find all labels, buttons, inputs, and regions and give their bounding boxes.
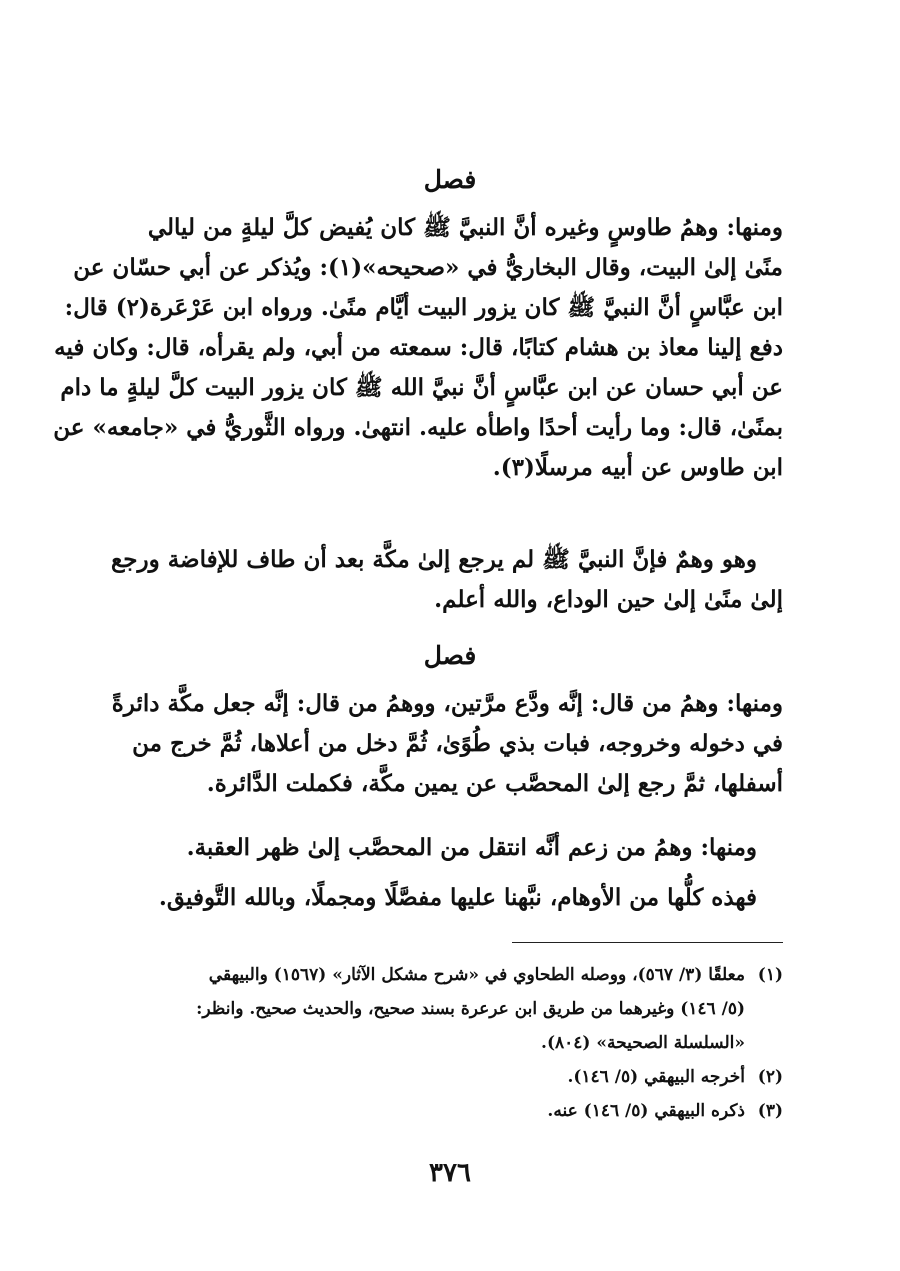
paragraph-line: إلىٰ منًىٰ إلىٰ حين الوداع، والله أعلم. bbox=[434, 586, 783, 613]
paragraph-line: دفع إلينا معاذ بن هشام كتابًا، قال: سمعته من أبي، ولم يقرأه، قال: وكان فيه bbox=[54, 334, 783, 361]
footnotes bbox=[118, 958, 783, 1128]
paragraph-line: ومنها: وهمُ من قال: إنَّه ودَّع مرَّتين، ووهمُ من قال: إنَّه جعل مكَّة دائرةً bbox=[111, 690, 783, 717]
paragraph-line: بمنًىٰ، قال: وما رأيت أحدًا واطأه عليه. انتهىٰ. ورواه الثَّوريُّ في «جامعه» عن bbox=[53, 414, 783, 441]
paragraph-4 bbox=[118, 828, 783, 868]
footnote-number: (١) bbox=[757, 965, 783, 985]
paragraph-line: في دخوله وخروجه، فبات بذي طُوًىٰ، ثُمَّ دخل من أعلاها، ثُمَّ خرج من bbox=[132, 730, 783, 757]
footnote-1-continuation: (٥/ ١٤٦) وغيرهما من طريق ابن عرعرة بسند صحيح، والحديث صحيح. وانظر: bbox=[196, 999, 745, 1019]
section-heading-2: فصل bbox=[423, 641, 477, 670]
paragraph-line: ومنها: وهمُ طاوسٍ وغيره أنَّ النبيَّ ﷺ كان يُفيض كلَّ ليلةٍ من ليالي bbox=[147, 214, 783, 241]
footnote-1-continuation: «السلسلة الصحيحة» (٨٠٤). bbox=[541, 1033, 745, 1053]
footnote-number: (٣) bbox=[757, 1101, 783, 1121]
paragraph-line: ابن طاوس عن أبيه مرسلًا(٣). bbox=[492, 454, 783, 481]
paragraph-line: منًىٰ إلىٰ البيت، وقال البخاريُّ في «صحيحه»(١): ويُذكر عن أبي حسّان عن bbox=[73, 254, 783, 281]
footnote-text: معلقًا (٣/ ٥٦٧)، ووصله الطحاوي في «شرح مشكل الآثار» (١٥٦٧) والبيهقي bbox=[208, 965, 745, 985]
footnote-text: أخرجه البيهقي (٥/ ١٤٦). bbox=[567, 1067, 745, 1087]
paragraph-line: أسفلها، ثمَّ رجع إلىٰ المحصَّب عن يمين مكَّة، فكملت الدَّائرة. bbox=[206, 770, 783, 797]
paragraph-line: ومنها: وهمُ من زعم أنَّه انتقل من المحصَّب إلىٰ ظهر العقبة. bbox=[186, 834, 757, 861]
paragraph-2 bbox=[111, 540, 783, 620]
paragraph-line: وهو وهمٌ فإنَّ النبيَّ ﷺ لم يرجع إلىٰ مكَّة بعد أن طاف للإفاضة ورجع bbox=[111, 546, 757, 573]
paragraph-line: فهذه كلُّها من الأوهام، نبَّهنا عليها مفصَّلًا ومجملًا، وبالله التَّوفيق. bbox=[158, 884, 757, 911]
paragraph-line: عن أبي حسان عن ابن عبَّاسٍ أنَّ نبيَّ الله ﷺ كان يزور البيت كلَّ ليلةٍ ما دام bbox=[60, 374, 783, 401]
section-heading-1: فصل bbox=[423, 165, 477, 194]
paragraph-1 bbox=[53, 208, 783, 488]
footnote-number: (٢) bbox=[757, 1067, 783, 1087]
footnote-text: ذكره البيهقي (٥/ ١٤٦) عنه. bbox=[547, 1101, 745, 1121]
paragraph-5 bbox=[118, 878, 783, 918]
footnote-1 bbox=[118, 958, 783, 992]
paragraph-line: ابن عبَّاسٍ أنَّ النبيَّ ﷺ كان يزور البيت أيَّام منًىٰ. ورواه ابن عَرْعَرة(٢) قال: bbox=[64, 294, 783, 321]
footnote-2 bbox=[118, 1060, 783, 1094]
paragraph-3 bbox=[111, 684, 783, 804]
page-number: ٣٧٦ bbox=[429, 1158, 471, 1188]
footnote-separator bbox=[512, 942, 783, 943]
footnote-3 bbox=[118, 1094, 783, 1128]
